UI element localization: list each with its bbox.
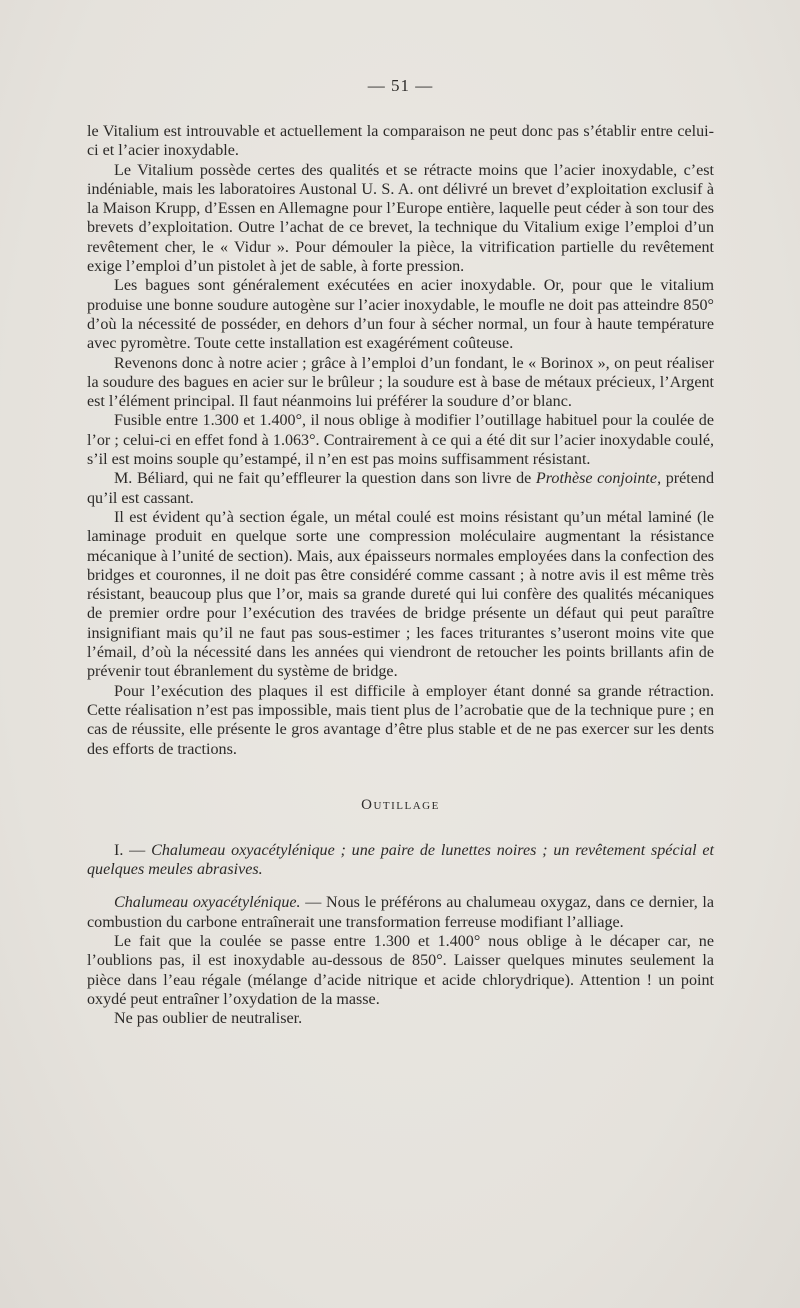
- paragraph-borinox: Revenons donc à notre acier ; grâce à l’emploi d’un fondant, le « Borinox », on peut réaliser la soudure des bagues en acier sur le brûleur ; la soudure est à base de métaux précieux, l’Argent est l’élément principal. Il faut néanmoins lui préférer la soudure d’or blanc.: [87, 354, 714, 411]
- outillage-item-1: [87, 841, 714, 880]
- book-title: Prothèse conjointe: [535, 470, 658, 488]
- paragraph-plaques: Pour l’exécution des plaques il est difficile à employer étant donné sa grande rétraction. Cette réalisation n’est pas impossible, mais tient plus de l’acrobatie que de la technique pure ; en cas de réussite, elle présente le gros avantage d’être plus stable et de ne pas exercer sur les dents des efforts de tractions.: [87, 682, 714, 758]
- beliard-text-before: M. Béliard, qui ne fait qu’effleurer la question dans son livre de: [114, 470, 536, 488]
- paragraph-vitalium-intro: le Vitalium est introuvable et actuellement la comparaison ne peut donc pas s’établir entre celui-ci et l’acier inoxydable.: [87, 123, 714, 160]
- page-number: — 51 —: [367, 76, 434, 95]
- paragraph-vitalium-brevet: Le Vitalium possède certes des qualités et se rétracte moins que l’acier inoxydable, c’est indéniable, mais les laboratoires Austonal U. S. A. ont délivré un brevet d’exploitation exclusif à la Maison Krupp, d’Essen en Allemagne pour l’Europe entière, laquelle peut céder à son tour des brevets d’exploitation. Outre l’achat de ce brevet, la technique du Vitalium exige l’emploi d’un revêtement cher, le « Vidur ». Pour démouler la pièce, la vitrification partielle du revêtement exige l’emploi d’un pistolet à jet de sable, à forte pression.: [87, 161, 714, 276]
- paragraph-fusible: Fusible entre 1.300 et 1.400°, il nous oblige à modifier l’outillage habituel pour la coulée de l’or ; celui-ci en effet fond à 1.063°. Contrairement à ce qui a été dit sur l’acier inoxydable coulé, s’il est moins souple qu’estampé, il n’en est pas moins suffisamment résistant.: [87, 412, 714, 469]
- paragraph-chalumeau: [87, 893, 714, 932]
- paragraph-gap: [87, 879, 714, 893]
- paragraph-section-egale: Il est évident qu’à section égale, un métal coulé est moins résistant qu’un métal laminé (le laminage produit en quelque sorte une compression moléculaire augmentant la résistance mécanique à l’unité de section). Mais, aux épaisseurs normales employées dans la confection des bridges et couronnes, il ne doit pas être considéré comme cassant ; à notre avis il est même très résistant, beaucoup plus que l’or, mais sa grande dureté qui lui confère des qualités mécaniques de premier ordre pour l’exécution des travées de bridge présente un défaut qui peut paraître insignifiant mais qu’il ne faut pas sous-estimer ; les faces triturantes s’useront moins vite que l’émail, d’où la nécessité dans les années qui viendront de retoucher les points brillants afin de prévenir tout ébranlement du système de bridge.: [87, 508, 714, 681]
- paragraph-neutraliser: Ne pas oublier de neutraliser.: [114, 1010, 303, 1028]
- chalumeau-lead: Chalumeau oxyacétylénique.: [114, 894, 301, 912]
- paragraph-beliard: [87, 469, 714, 508]
- paragraph-bagues: Les bagues sont généralement exécutées en acier inoxydable. Or, pour que le vitalium produise une bonne soudure autogène sur l’acier inoxydable, le moufle ne doit pas atteindre 850° d’où la nécessité de posséder, en dehors d’un four à sécher normal, un four à haute température avec pyromètre. Toute cette installation est exagérément coûteuse.: [87, 277, 714, 353]
- beliard-text-after: , prétend qu’il est cassant.: [87, 470, 714, 507]
- item-number: I. —: [114, 841, 152, 859]
- chalumeau-text: — Nous le préférons au chalumeau oxygaz, dans ce dernier, la combustion du carbone entraînerait une transformation ferreuse modifiant l’alliage.: [87, 894, 714, 931]
- section-heading: Outillage: [361, 796, 440, 813]
- paragraph-decaper: Le fait que la coulée se passe entre 1.300 et 1.400° nous oblige à le décaper car, ne l’oublions pas, il est inoxydable au-dessous de 850°. Laisser quelques minutes seulement la pièce dans l’eau régale (mélange d’acide nitrique et acide chlorydrique). Attention ! un point oxydé peut entraîner l’oxydation de la masse.: [87, 932, 714, 1008]
- item-text: Chalumeau oxyacétylénique ; une paire de lunettes noires ; un revêtement spécial et quelques meules abrasives.: [87, 841, 714, 879]
